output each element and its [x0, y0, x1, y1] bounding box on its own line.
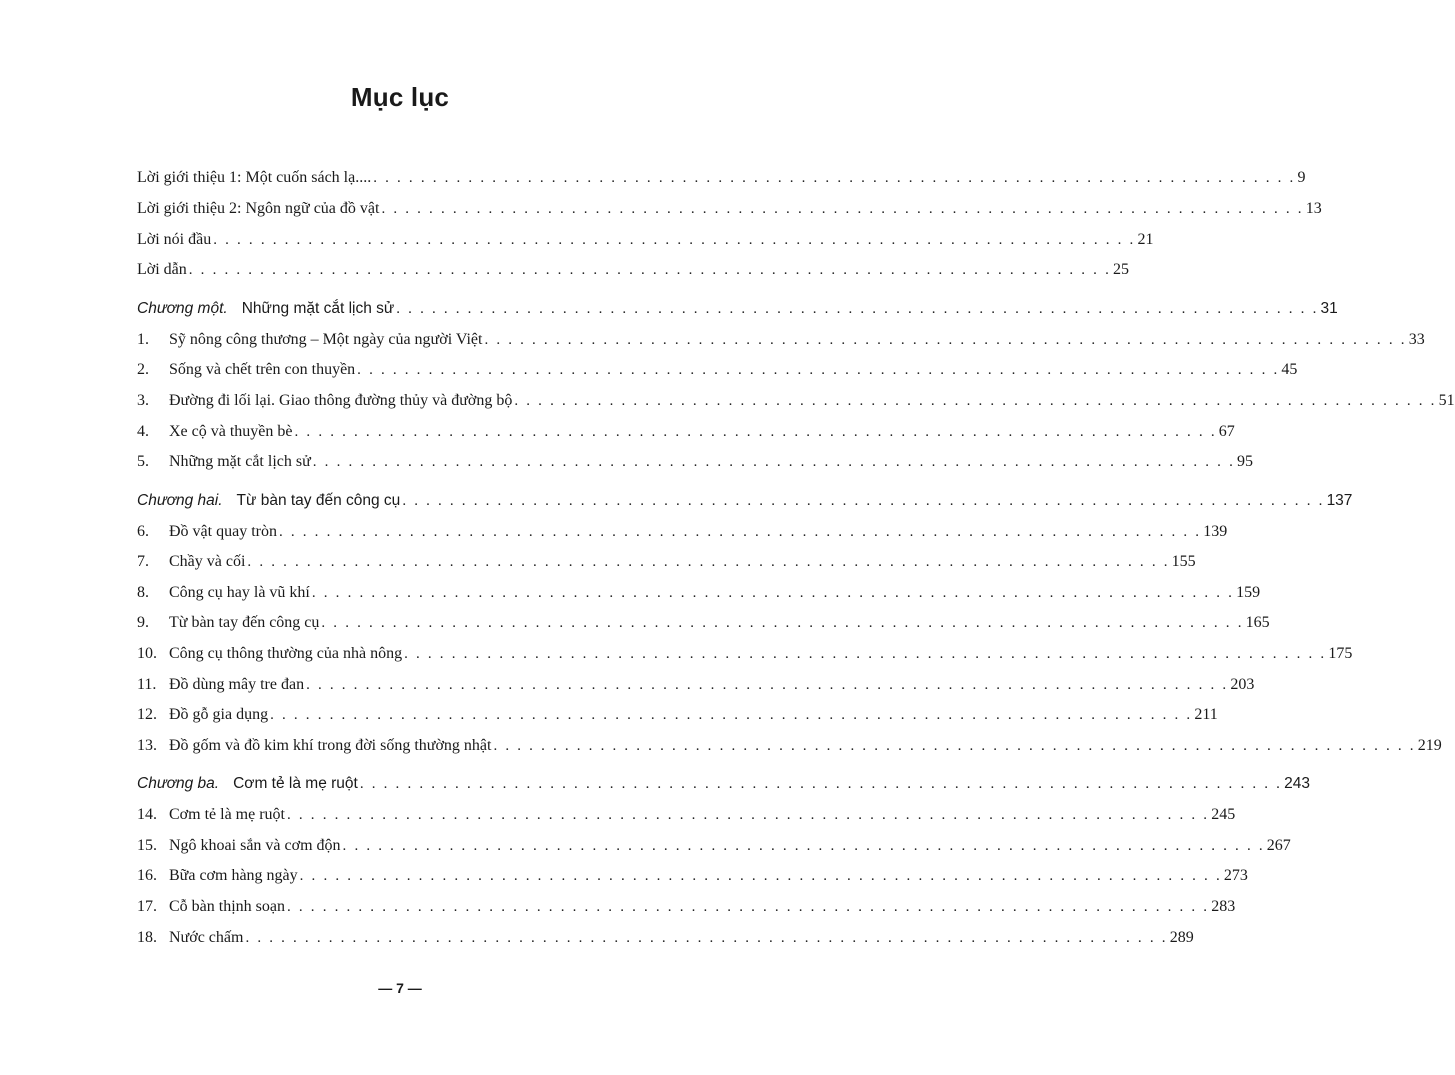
dot-leader: . . . . . . . . . . . . . . . . . . . . . . . . . . . . . . . . . . . . . . . . . . . . . . . . . . . . . . . . . . . . . . . . . . . . . . . . . . . . . .	[287, 807, 1210, 823]
page-number: 245	[1211, 806, 1236, 823]
toc-entry	[137, 328, 1425, 352]
chapter-prefix: Chương hai.	[137, 492, 223, 509]
entry-title: Nước chấm	[169, 929, 244, 946]
dot-leader: . . . . . . . . . . . . . . . . . . . . . . . . . . . . . . . . . . . . . . . . . . . . . . . . . . . . . . . . . . . . . . . . . . . . . . . . . . . . . .	[484, 332, 1407, 348]
entry-number: 10.	[137, 645, 157, 662]
toc-entry	[137, 734, 1442, 758]
entry-number: 5.	[137, 453, 149, 470]
entry-title: Xe cộ và thuyền bè	[169, 423, 293, 440]
entry-number: 14.	[137, 806, 157, 823]
toc-entry	[137, 895, 1236, 919]
entry-title: Đường đi lối lại. Giao thông đường thủy và đường bộ	[169, 392, 513, 409]
page-number: 289	[1169, 929, 1194, 946]
chapter-heading	[137, 297, 1338, 321]
entry-title: Cỗ bàn thịnh soạn	[169, 898, 285, 915]
entry-number: 16.	[137, 867, 157, 884]
entry-number: 9.	[137, 614, 149, 631]
toc-entry	[137, 258, 1130, 282]
dot-leader: . . . . . . . . . . . . . . . . . . . . . . . . . . . . . . . . . . . . . . . . . . . . . . . . . . . . . . . . . . . . . . . . . . . . . . . . . . . . . .	[299, 868, 1222, 884]
entry-title: Lời nói đầu	[137, 231, 212, 248]
dot-leader: . . . . . . . . . . . . . . . . . . . . . . . . . . . . . . . . . . . . . . . . . . . . . . . . . . . . . . . . . . . . . . . . . . . . . . . . . . . . . .	[306, 677, 1229, 693]
entry-number: 2.	[137, 361, 149, 378]
page-number: 175	[1328, 645, 1353, 662]
toc-entry	[137, 197, 1322, 221]
dot-leader: . . . . . . . . . . . . . . . . . . . . . . . . . . . . . . . . . . . . . . . . . . . . . . . . . . . . . . . . . . . . . . . . . . . . . . . . . . . . . .	[359, 776, 1283, 792]
entry-number: 17.	[137, 898, 157, 915]
toc-entry	[137, 358, 1298, 382]
entry-number: 18.	[137, 929, 157, 946]
dot-leader: . . . . . . . . . . . . . . . . . . . . . . . . . . . . . . . . . . . . . . . . . . . . . . . . . . . . . . . . . . . . . . . . . . . . . . . . . . . . . .	[381, 201, 1304, 217]
chapter-title: Từ bàn tay đến công cụ	[236, 492, 401, 509]
dot-leader: . . . . . . . . . . . . . . . . . . . . . . . . . . . . . . . . . . . . . . . . . . . . . . . . . . . . . . . . . . . . . . . . . . . . . . . . . . . . . .	[514, 393, 1437, 409]
toc-entry	[137, 864, 1248, 888]
entry-title: Đồ gốm và đồ kim khí trong đời sống thường nhật	[169, 737, 492, 754]
dot-leader: . . . . . . . . . . . . . . . . . . . . . . . . . . . . . . . . . . . . . . . . . . . . . . . . . . . . . . . . . . . . . . . . . . . . . . . . . . . . . .	[402, 493, 1325, 509]
page-number: 139	[1203, 523, 1228, 540]
entry-title: Công cụ thông thường của nhà nông	[169, 645, 403, 662]
page-number: 243	[1284, 775, 1310, 792]
toc-entry	[137, 420, 1235, 444]
toc-entry	[137, 389, 1455, 413]
entry-title: Công cụ hay là vũ khí	[169, 584, 310, 601]
entry-title: Cơm tẻ là mẹ ruột	[169, 806, 285, 823]
toc-entry	[137, 166, 1306, 190]
chapter-prefix: Chương ba.	[137, 775, 220, 792]
entry-title: Lời giới thiệu 2: Ngôn ngữ của đồ vật	[137, 200, 380, 217]
toc-entry	[137, 703, 1218, 727]
page-number: 159	[1236, 584, 1261, 601]
entry-title: Những mặt cắt lịch sử	[169, 453, 311, 470]
toc-entry	[137, 520, 1228, 544]
dot-leader: . . . . . . . . . . . . . . . . . . . . . . . . . . . . . . . . . . . . . . . . . . . . . . . . . . . . . . . . . . . . . . . . . . . . . . . . . . . . . .	[287, 899, 1210, 915]
dot-leader: . . . . . . . . . . . . . . . . . . . . . . . . . . . . . . . . . . . . . . . . . . . . . . . . . . . . . . . . . . . . . . . . . . . . . . . . . . . . . .	[247, 554, 1170, 570]
chapter-heading	[137, 772, 1310, 796]
page-number: 33	[1408, 331, 1425, 348]
page-number: 203	[1230, 676, 1255, 693]
page-footer: — 7 —	[378, 980, 422, 996]
dot-leader: . . . . . . . . . . . . . . . . . . . . . . . . . . . . . . . . . . . . . . . . . . . . . . . . . . . . . . . . . . . . . . . . . . . . . . . . . . . . . .	[311, 585, 1235, 601]
page-number: 165	[1245, 614, 1270, 631]
entry-number: 13.	[137, 737, 157, 754]
chapter-title: Cơm tẻ là mẹ ruột	[233, 775, 358, 792]
page-title: Mục lục	[350, 82, 450, 112]
chapter-heading	[137, 489, 1353, 513]
dot-leader: . . . . . . . . . . . . . . . . . . . . . . . . . . . . . . . . . . . . . . . . . . . . . . . . . . . . . . . . . . . . . . . . . . . . . . . . . . . . . .	[493, 738, 1416, 754]
page-number: 67	[1218, 423, 1235, 440]
entry-title: Lời giới thiệu 1: Một cuốn sách lạ....	[137, 169, 372, 186]
page-number: 9	[1297, 169, 1306, 186]
toc-entry	[137, 581, 1261, 605]
toc-entry	[137, 228, 1154, 252]
entry-title: Đồ dùng mây tre đan	[169, 676, 305, 693]
page-number: 273	[1223, 867, 1248, 884]
entry-title: Bữa cơm hàng ngày	[169, 867, 298, 884]
dot-leader: . . . . . . . . . . . . . . . . . . . . . . . . . . . . . . . . . . . . . . . . . . . . . . . . . . . . . . . . . . . . . . . . . . . . . . . . . . . . . .	[321, 615, 1244, 631]
chapter-prefix: Chương một.	[137, 300, 228, 317]
entry-number: 6.	[137, 523, 149, 540]
dot-leader: . . . . . . . . . . . . . . . . . . . . . . . . . . . . . . . . . . . . . . . . . . . . . . . . . . . . . . . . . . . . . . . . . . . . . . . . . . . . . .	[270, 707, 1193, 723]
toc-entry	[137, 926, 1194, 950]
page-number: 51	[1438, 392, 1455, 409]
toc-entry	[137, 834, 1291, 858]
toc-entry	[137, 803, 1236, 827]
page-number: 155	[1171, 553, 1196, 570]
entry-title: Lời dẫn	[137, 261, 187, 278]
entry-number: 11.	[137, 676, 157, 693]
toc-entry	[137, 550, 1196, 574]
entry-title: Sỹ nông công thương – Một ngày của người Việt	[169, 331, 483, 348]
page-number: 25	[1113, 261, 1130, 278]
entry-title: Ngô khoai sắn và cơm độn	[169, 837, 341, 854]
entry-title: Chầy và cối	[169, 553, 246, 570]
entry-number: 1.	[137, 331, 149, 348]
page-number: 13	[1305, 200, 1322, 217]
entry-number: 3.	[137, 392, 149, 409]
dot-leader: . . . . . . . . . . . . . . . . . . . . . . . . . . . . . . . . . . . . . . . . . . . . . . . . . . . . . . . . . . . . . . . . . . . . . . . . . . . . . .	[188, 262, 1112, 278]
dot-leader: . . . . . . . . . . . . . . . . . . . . . . . . . . . . . . . . . . . . . . . . . . . . . . . . . . . . . . . . . . . . . . . . . . . . . . . . . . . . . .	[357, 362, 1280, 378]
dot-leader: . . . . . . . . . . . . . . . . . . . . . . . . . . . . . . . . . . . . . . . . . . . . . . . . . . . . . . . . . . . . . . . . . . . . . . . . . . . . . .	[404, 646, 1327, 662]
entry-number: 7.	[137, 553, 149, 570]
chapter-title: Những mặt cắt lịch sử	[241, 300, 395, 317]
toc-entry	[137, 642, 1353, 666]
entry-title: Sống và chết trên con thuyền	[169, 361, 356, 378]
page-number: 211	[1194, 706, 1218, 723]
entry-title: Đồ gỗ gia dụng	[169, 706, 269, 723]
entry-number: 4.	[137, 423, 149, 440]
page-number: 21	[1137, 231, 1154, 248]
dot-leader: . . . . . . . . . . . . . . . . . . . . . . . . . . . . . . . . . . . . . . . . . . . . . . . . . . . . . . . . . . . . . . . . . . . . . . . . . . . . . .	[342, 838, 1265, 854]
entry-title: Đồ vật quay tròn	[169, 523, 277, 540]
page-number: 219	[1417, 737, 1442, 754]
page-number: 283	[1211, 898, 1236, 915]
entry-number: 8.	[137, 584, 149, 601]
dot-leader: . . . . . . . . . . . . . . . . . . . . . . . . . . . . . . . . . . . . . . . . . . . . . . . . . . . . . . . . . . . . . . . . . . . . . . . . . . . . . .	[278, 524, 1202, 540]
page-number: 45	[1281, 361, 1298, 378]
dot-leader: . . . . . . . . . . . . . . . . . . . . . . . . . . . . . . . . . . . . . . . . . . . . . . . . . . . . . . . . . . . . . . . . . . . . . . . . . . . . . .	[245, 930, 1168, 946]
toc-entry	[137, 450, 1254, 474]
entry-number: 15.	[137, 837, 157, 854]
dot-leader: . . . . . . . . . . . . . . . . . . . . . . . . . . . . . . . . . . . . . . . . . . . . . . . . . . . . . . . . . . . . . . . . . . . . . . . . . . . . . .	[396, 301, 1319, 317]
toc-entry	[137, 673, 1255, 697]
page-number: 137	[1326, 492, 1353, 509]
entry-title: Từ bàn tay đến công cụ	[169, 614, 320, 631]
dot-leader: . . . . . . . . . . . . . . . . . . . . . . . . . . . . . . . . . . . . . . . . . . . . . . . . . . . . . . . . . . . . . . . . . . . . . . . . . . . . . .	[294, 424, 1217, 440]
dot-leader: . . . . . . . . . . . . . . . . . . . . . . . . . . . . . . . . . . . . . . . . . . . . . . . . . . . . . . . . . . . . . . . . . . . . . . . . . . . . . .	[373, 170, 1296, 186]
page-number: 31	[1320, 300, 1338, 317]
dot-leader: . . . . . . . . . . . . . . . . . . . . . . . . . . . . . . . . . . . . . . . . . . . . . . . . . . . . . . . . . . . . . . . . . . . . . . . . . . . . . .	[312, 454, 1236, 470]
dot-leader: . . . . . . . . . . . . . . . . . . . . . . . . . . . . . . . . . . . . . . . . . . . . . . . . . . . . . . . . . . . . . . . . . . . . . . . . . . . . . .	[213, 232, 1136, 248]
toc-entry	[137, 611, 1270, 635]
page-number: 267	[1266, 837, 1291, 854]
page-number: 95	[1237, 453, 1254, 470]
entry-number: 12.	[137, 706, 157, 723]
